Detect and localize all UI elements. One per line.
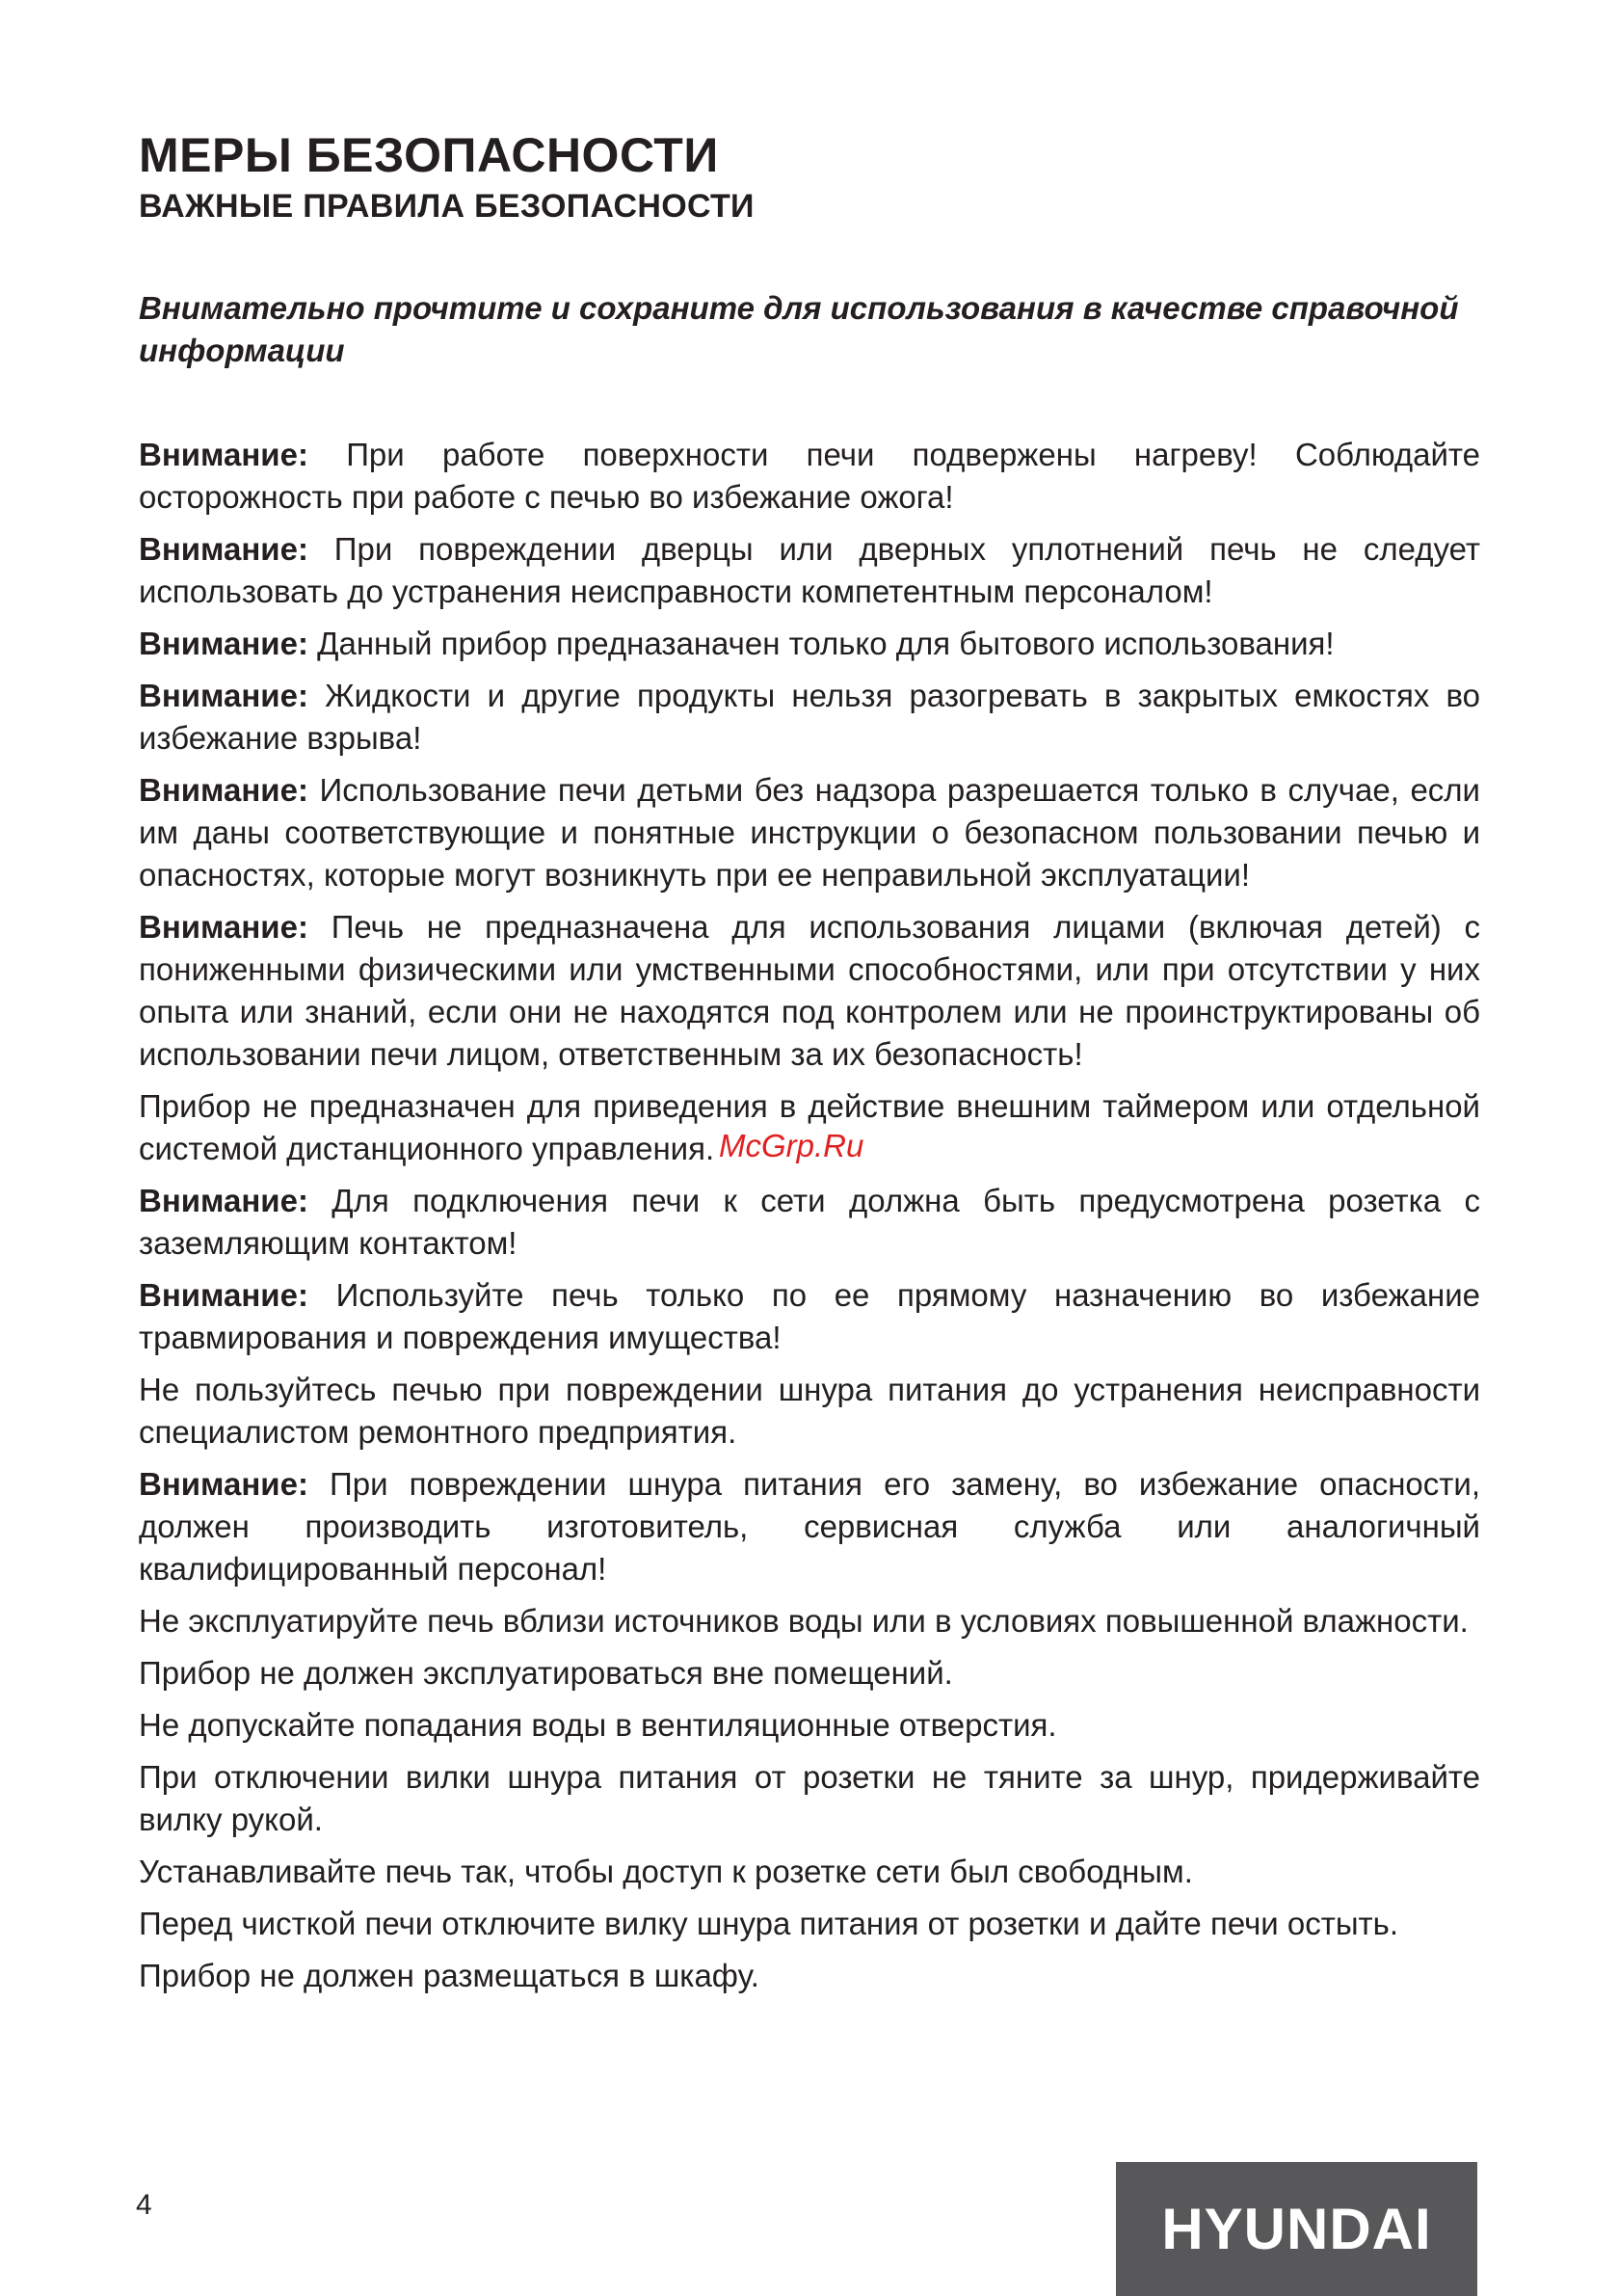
rule-text: Не эксплуатируйте печь вблизи источников воды или в условиях повышенной влажности. (139, 1603, 1469, 1639)
watermark: McGrp.Ru (719, 1128, 864, 1163)
rule-text: Устанавливайте печь так, чтобы доступ к розетке сети был свободным. (139, 1854, 1193, 1889)
rule-text: Прибор не должен размещаться в шкафу. (139, 1958, 759, 1993)
rule-text: Перед чисткой печи отключите вилку шнура питания от розетки и дайте печи остыть. (139, 1906, 1399, 1941)
safety-rule (139, 1369, 1480, 1454)
warning-label: Внимание: (139, 909, 308, 945)
rule-text: Печь не предназначена для использования лицами (включая детей) с пониженными физическими или умственными способностями, или при отсутствии у них опыта или знаний, если они не находятся под контролем или не проинструктированы об использовании печи лицом, ответственным за их безопасность! (139, 909, 1480, 1072)
safety-rule (139, 623, 1480, 665)
safety-rule (139, 1652, 1480, 1695)
safety-rule (139, 1903, 1480, 1945)
rule-text: Использование печи детьми без надзора разрешается только в случае, если им даны соответствующие и понятные инструкции о безопасном пользовании печью и опасностях, которые могут возникнуть при ее неправильной эксплуатации! (139, 772, 1480, 893)
safety-rule (139, 1955, 1480, 1997)
warning-label: Внимание: (139, 1277, 308, 1313)
brand-logo (1116, 2162, 1477, 2296)
safety-rule (139, 528, 1480, 613)
safety-rule (139, 1600, 1480, 1642)
safety-rule (139, 1463, 1480, 1590)
safety-rule (139, 906, 1480, 1076)
rule-text: Не допускайте попадания воды в вентиляционные отверстия. (139, 1707, 1057, 1743)
safety-rule (139, 675, 1480, 760)
warning-label: Внимание: (139, 626, 308, 661)
safety-rule (139, 1274, 1480, 1359)
warning-label: Внимание: (139, 678, 308, 713)
rule-text: При повреждении шнура питания его замену, во избежание опасности, должен производить изготовитель, сервисная служба или аналогичный квалифицированный персонал! (139, 1466, 1480, 1587)
page-subtitle: ВАЖНЫЕ ПРАВИЛА БЕЗОПАСНОСТИ (139, 188, 755, 225)
page-title: МЕРЫ БЕЗОПАСНОСТИ (139, 128, 719, 182)
safety-rule (139, 1851, 1480, 1893)
warning-label: Внимание: (139, 1466, 308, 1502)
safety-rule (139, 1704, 1480, 1747)
rule-text: При работе поверхности печи подвержены нагреву! Соблюдайте осторожность при работе с печью во избежание ожога! (139, 437, 1480, 515)
rule-text: Прибор не должен эксплуатироваться вне помещений. (139, 1655, 953, 1691)
safety-rule (139, 769, 1480, 896)
rule-text: Жидкости и другие продукты нельзя разогревать в закрытых емкостях во избежание взрыва! (139, 678, 1480, 756)
rule-text: При отключении вилки шнура питания от розетки не тяните за шнур, придерживайте вилку рукой. (139, 1759, 1480, 1837)
rule-text: Для подключения печи к сети должна быть предусмотрена розетка с заземляющим контактом! (139, 1183, 1480, 1261)
warning-label: Внимание: (139, 1183, 308, 1218)
safety-rule (139, 1756, 1480, 1841)
safety-rules-list (139, 434, 1480, 1997)
rule-text: Данный прибор предназаначен только для бытового использования! (307, 626, 1335, 661)
warning-label: Внимание: (139, 531, 308, 567)
safety-rule (139, 434, 1480, 519)
safety-rule (139, 1180, 1480, 1265)
rule-text: Прибор не предназначен для приведения в действие внешним таймером или отдельной системой дистанционного управления. (139, 1088, 1480, 1166)
rule-text: Используйте печь только по ее прямому назначению во избежание травмирования и повреждения имущества! (139, 1277, 1480, 1355)
warning-label: Внимание: (139, 772, 308, 808)
intro-text: Внимательно прочтите и сохраните для использования в качестве справочной информации (139, 290, 1459, 368)
rule-text: Не пользуйтесь печью при повреждении шнура питания до устранения неисправности специалистом ремонтного предприятия. (139, 1372, 1480, 1450)
warning-label: Внимание: (139, 437, 308, 472)
page-number: 4 (136, 2189, 152, 2221)
page-content (139, 125, 1480, 2007)
brand-logo-text: HYUNDAI (1161, 2197, 1432, 2261)
rule-text: При повреждении дверцы или дверных уплотнений печь не следует использовать до устранения неисправности компетентным персоналом! (139, 531, 1480, 609)
